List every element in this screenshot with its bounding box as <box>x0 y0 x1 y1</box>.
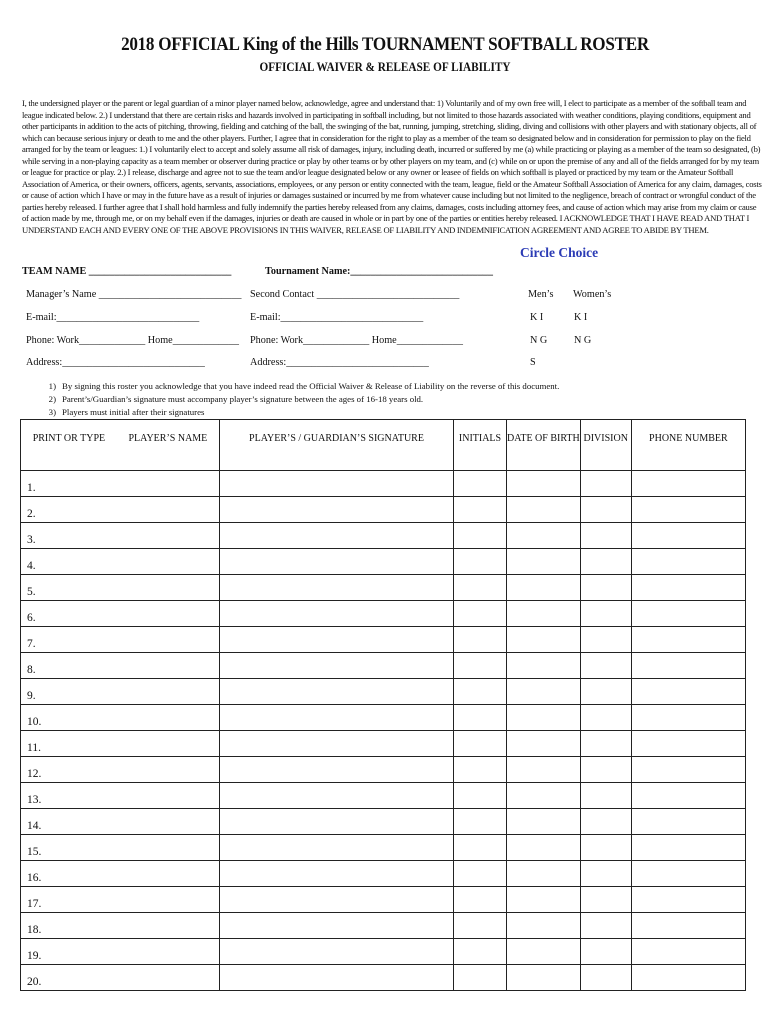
team-name-field[interactable]: TEAM NAME ____________________________ <box>22 266 232 277</box>
table-row <box>21 731 746 757</box>
initials-cell[interactable] <box>454 471 507 497</box>
division-cell[interactable] <box>580 757 631 783</box>
table-row <box>21 653 746 679</box>
initials-cell[interactable] <box>454 731 507 757</box>
signature-cell[interactable] <box>220 679 454 705</box>
player-name-cell[interactable] <box>21 939 220 965</box>
player-name-cell[interactable] <box>21 601 220 627</box>
initials-cell[interactable] <box>454 783 507 809</box>
choice-ng-1[interactable]: N G <box>530 335 548 346</box>
division-cell[interactable] <box>580 913 631 939</box>
tournament-name-field[interactable]: Tournament Name:____________________________ <box>265 266 493 277</box>
division-cell[interactable] <box>580 601 631 627</box>
table-row <box>21 549 746 575</box>
signature-cell[interactable] <box>220 601 454 627</box>
player-name-cell[interactable] <box>21 887 220 913</box>
initials-cell[interactable] <box>454 497 507 523</box>
signature-cell[interactable] <box>220 497 454 523</box>
signature-cell[interactable] <box>220 549 454 575</box>
player-name-cell[interactable] <box>21 497 220 523</box>
dob-cell[interactable] <box>507 497 581 523</box>
dob-cell[interactable] <box>507 757 581 783</box>
division-cell[interactable] <box>580 575 631 601</box>
initials-cell[interactable] <box>454 705 507 731</box>
phone-cell[interactable] <box>631 575 745 601</box>
player-name-cell[interactable] <box>21 627 220 653</box>
instruction-number: 3) <box>48 407 56 417</box>
row-number: 6. <box>27 612 36 624</box>
division-cell[interactable] <box>580 965 631 991</box>
table-row <box>21 757 746 783</box>
player-name-cell[interactable] <box>21 705 220 731</box>
signature-cell[interactable] <box>220 575 454 601</box>
circle-choice-label: Circle Choice <box>520 245 599 260</box>
dob-cell[interactable] <box>507 549 581 575</box>
division-cell[interactable] <box>580 809 631 835</box>
header-phone: PHONE NUMBER <box>631 420 745 471</box>
page-title: 2018 OFFICIAL King of the Hills TOURNAMENT SOFTBALL ROSTER <box>121 34 649 55</box>
player-name-cell[interactable] <box>21 757 220 783</box>
dob-cell[interactable] <box>507 913 581 939</box>
header-print: PRINT OR TYPE <box>32 433 106 444</box>
phone-cell[interactable] <box>631 471 745 497</box>
initials-cell[interactable] <box>454 523 507 549</box>
row-number: 14. <box>27 820 42 832</box>
table-row <box>21 679 746 705</box>
table-row <box>21 627 746 653</box>
header-division: DIVISION <box>580 420 631 471</box>
initials-cell[interactable] <box>454 653 507 679</box>
dob-cell[interactable] <box>507 601 581 627</box>
dob-cell[interactable] <box>507 705 581 731</box>
phone-cell[interactable] <box>631 939 745 965</box>
initials-cell[interactable] <box>454 965 507 991</box>
email-field-1[interactable]: E-mail:____________________________ <box>26 312 200 323</box>
division-cell[interactable] <box>580 887 631 913</box>
initials-cell[interactable] <box>454 575 507 601</box>
table-row <box>21 809 746 835</box>
row-number: 11. <box>27 742 41 754</box>
address-field-1[interactable]: Address:____________________________ <box>26 357 205 368</box>
dob-cell[interactable] <box>507 653 581 679</box>
initials-cell[interactable] <box>454 835 507 861</box>
header-initials: INITIALS <box>454 420 507 471</box>
player-name-cell[interactable] <box>21 549 220 575</box>
row-number: 20. <box>27 976 42 988</box>
division-cell[interactable] <box>580 731 631 757</box>
row-number: 10. <box>27 716 42 728</box>
division-cell[interactable] <box>580 471 631 497</box>
instruction-text: Parent’s/Guardian’s signature must accompany player’s signature between the ages of 16-18 years old. <box>62 394 424 404</box>
division-cell[interactable] <box>580 653 631 679</box>
row-number: 17. <box>27 898 42 910</box>
instruction-number: 1) <box>48 381 56 391</box>
header-print-player <box>21 420 220 471</box>
player-name-cell[interactable] <box>21 653 220 679</box>
signature-cell[interactable] <box>220 523 454 549</box>
row-number: 8. <box>27 664 36 676</box>
table-row <box>21 601 746 627</box>
signature-cell[interactable] <box>220 471 454 497</box>
dob-cell[interactable] <box>507 679 581 705</box>
header-dob: DATE OF BIRTH <box>507 420 581 471</box>
division-cell[interactable] <box>580 549 631 575</box>
player-name-cell[interactable] <box>21 471 220 497</box>
second-contact-field[interactable]: Second Contact ____________________________ <box>250 289 460 300</box>
phone-cell[interactable] <box>631 809 745 835</box>
division-cell[interactable] <box>580 705 631 731</box>
signature-cell[interactable] <box>220 653 454 679</box>
page-subtitle: OFFICIAL WAIVER & RELEASE OF LIABILITY <box>259 60 511 74</box>
phone-cell[interactable] <box>631 783 745 809</box>
signature-cell[interactable] <box>220 835 454 861</box>
instruction-number: 2) <box>48 394 56 404</box>
choice-ki-2[interactable]: K I <box>574 312 588 323</box>
phone-cell[interactable] <box>631 601 745 627</box>
table-row <box>21 575 746 601</box>
initials-cell[interactable] <box>454 679 507 705</box>
division-cell[interactable] <box>580 679 631 705</box>
table-row <box>21 965 746 991</box>
instruction-text: By signing this roster you acknowledge that you have indeed read the Official Waiver & Release of Liability on the reverse of this document. <box>62 381 560 391</box>
phone-cell[interactable] <box>631 653 745 679</box>
phone-cell[interactable] <box>631 731 745 757</box>
choice-ki-1[interactable]: K I <box>530 312 544 323</box>
row-number: 16. <box>27 872 42 884</box>
phone-field-2[interactable]: Phone: Work_____________ Home_____________ <box>250 335 463 346</box>
row-number: 19. <box>27 950 42 962</box>
row-number: 2. <box>27 508 36 520</box>
signature-cell[interactable] <box>220 861 454 887</box>
table-row <box>21 523 746 549</box>
phone-cell[interactable] <box>631 913 745 939</box>
waiver-text: I, the undersigned player or the parent or legal guardian of a minor player named below, acknowledge, agree and understand that: 1) Voluntarily and of my own free will, I elect to participate as a member of the softball team and league indicated below. 2.) I understand that there are certain risks and hazards involved in participating in softball including, but not limited to those hazards associated with weather conditions, playing conditions, equipment and other participants in addition to the acts of pitching, throwing, fielding and catching of the ball, the swinging of the bat, running, jumping, stretching, sliding, diving and collisions with other players and with stationary objects, all of which can because serious injury or death to me and the other players. Further, I agree that in consideration for the right to play as a member of the team so designated below and in consideration for permission to play on the field arranged for by the team or leagues: 1.) I voluntarily elect to accept and solely assume all risk of damages, injury, including death, incurred or suffered by me (a) while practicing or playing as a member of the team so designated, (b) while serving in a non-playing capacity as a team member or observer during practice or play by other teams or by other players on my team, and (c) while on or upon the premise of any and all of the fields arranged for by my team or league for practice or play. 2.) I release, discharge and agree not to sue the team and/or league designated below or any owner or leasee of fields on which softball is played or practiced by my team or the Amateur Softball Association of America, or their owners, officers, agents, servants, associations, employees, or any person or entity connected with the team, league, field or the Amateur Softball Association of America for any claim, damages, costs or cause of action which I have or may in the future have as a result of injuries or damages sustained or incurred by me from whatever cause including but not limited to the negligence, breach of contract or wrongful conduct of the parties hereby released. I further agree that I shall hold harmless and fully indemnify the parties hereby released from any claims, damages, costs including attorney fees, and cause of action which may arise from my claim or cause of action made by me, through me, or on my behalf even if the damages, injuries or death are caused in whole or in part by one of the parties or entities hereby released. I ACKNOWLEDGE THAT I HAVE READ AND THAT I UNDERSTAND EACH AND EVERY ONE OF THE ABOVE PROVISIONS IN THIS WAIVER, RELEASE OF LIABILITY AND INDEMNIFICATION AGREEMENT AND AGREE TO ABIDE BY THEM. <box>22 98 762 235</box>
player-name-cell[interactable] <box>21 913 220 939</box>
table-row <box>21 939 746 965</box>
phone-cell[interactable] <box>631 523 745 549</box>
division-cell[interactable] <box>580 523 631 549</box>
phone-cell[interactable] <box>631 705 745 731</box>
player-name-cell[interactable] <box>21 523 220 549</box>
signature-cell[interactable] <box>220 913 454 939</box>
header-player: PLAYER’S NAME <box>128 433 208 444</box>
address-field-2[interactable]: Address:____________________________ <box>250 357 429 368</box>
player-name-cell[interactable] <box>21 861 220 887</box>
table-row <box>21 705 746 731</box>
player-name-cell[interactable] <box>21 835 220 861</box>
table-row <box>21 861 746 887</box>
dob-cell[interactable] <box>507 939 581 965</box>
row-number: 15. <box>27 846 42 858</box>
signature-cell[interactable] <box>220 809 454 835</box>
initials-cell[interactable] <box>454 913 507 939</box>
division-cell[interactable] <box>580 497 631 523</box>
division-cell[interactable] <box>580 861 631 887</box>
initials-cell[interactable] <box>454 939 507 965</box>
row-number: 1. <box>27 482 36 494</box>
dob-cell[interactable] <box>507 575 581 601</box>
table-row <box>21 835 746 861</box>
division-cell[interactable] <box>580 627 631 653</box>
dob-cell[interactable] <box>507 523 581 549</box>
roster-header-row <box>21 420 746 471</box>
table-row <box>21 497 746 523</box>
phone-cell[interactable] <box>631 835 745 861</box>
phone-field-1[interactable]: Phone: Work_____________ Home_____________ <box>26 335 239 346</box>
row-number: 5. <box>27 586 36 598</box>
initials-cell[interactable] <box>454 549 507 575</box>
dob-cell[interactable] <box>507 861 581 887</box>
phone-cell[interactable] <box>631 627 745 653</box>
dob-cell[interactable] <box>507 731 581 757</box>
phone-cell[interactable] <box>631 679 745 705</box>
choice-womens[interactable]: Women’s <box>573 289 612 300</box>
player-name-cell[interactable] <box>21 809 220 835</box>
table-row <box>21 887 746 913</box>
row-number: 3. <box>27 534 36 546</box>
division-cell[interactable] <box>580 783 631 809</box>
player-name-cell[interactable] <box>21 679 220 705</box>
table-row <box>21 913 746 939</box>
dob-cell[interactable] <box>507 835 581 861</box>
player-name-cell[interactable] <box>21 575 220 601</box>
initials-cell[interactable] <box>454 887 507 913</box>
initials-cell[interactable] <box>454 601 507 627</box>
dob-cell[interactable] <box>507 471 581 497</box>
dob-cell[interactable] <box>507 783 581 809</box>
signature-cell[interactable] <box>220 965 454 991</box>
phone-cell[interactable] <box>631 861 745 887</box>
dob-cell[interactable] <box>507 627 581 653</box>
phone-cell[interactable] <box>631 965 745 991</box>
signature-cell[interactable] <box>220 939 454 965</box>
choice-s[interactable]: S <box>530 357 536 368</box>
initials-cell[interactable] <box>454 627 507 653</box>
table-row <box>21 783 746 809</box>
player-name-cell[interactable] <box>21 731 220 757</box>
row-number: 13. <box>27 794 42 806</box>
signature-cell[interactable] <box>220 731 454 757</box>
division-cell[interactable] <box>580 835 631 861</box>
instruction-item <box>22 380 559 393</box>
instructions-list <box>22 380 559 419</box>
row-number: 7. <box>27 638 36 650</box>
signature-cell[interactable] <box>220 705 454 731</box>
header-signature: PLAYER’S / GUARDIAN’S SIGNATURE <box>220 420 454 471</box>
dob-cell[interactable] <box>507 809 581 835</box>
row-number: 12. <box>27 768 42 780</box>
choice-ng-2[interactable]: N G <box>574 335 592 346</box>
instruction-text: Players must initial after their signatures <box>62 407 205 417</box>
email-field-2[interactable]: E-mail:____________________________ <box>250 312 424 323</box>
initials-cell[interactable] <box>454 861 507 887</box>
phone-cell[interactable] <box>631 887 745 913</box>
instruction-item <box>22 393 559 406</box>
player-name-cell[interactable] <box>21 783 220 809</box>
signature-cell[interactable] <box>220 757 454 783</box>
division-cell[interactable] <box>580 939 631 965</box>
phone-cell[interactable] <box>631 497 745 523</box>
row-number: 4. <box>27 560 36 572</box>
manager-name-field[interactable]: Manager’s Name ____________________________ <box>26 289 242 300</box>
instruction-item <box>22 406 559 419</box>
signature-cell[interactable] <box>220 627 454 653</box>
roster-body <box>21 471 746 991</box>
phone-cell[interactable] <box>631 549 745 575</box>
signature-cell[interactable] <box>220 783 454 809</box>
phone-cell[interactable] <box>631 757 745 783</box>
row-number: 9. <box>27 690 36 702</box>
table-row <box>21 471 746 497</box>
dob-cell[interactable] <box>507 965 581 991</box>
row-number: 18. <box>27 924 42 936</box>
player-name-cell[interactable] <box>21 965 220 991</box>
signature-cell[interactable] <box>220 887 454 913</box>
dob-cell[interactable] <box>507 887 581 913</box>
choice-mens[interactable]: Men’s <box>528 289 554 300</box>
initials-cell[interactable] <box>454 757 507 783</box>
roster-table <box>20 419 746 991</box>
initials-cell[interactable] <box>454 809 507 835</box>
